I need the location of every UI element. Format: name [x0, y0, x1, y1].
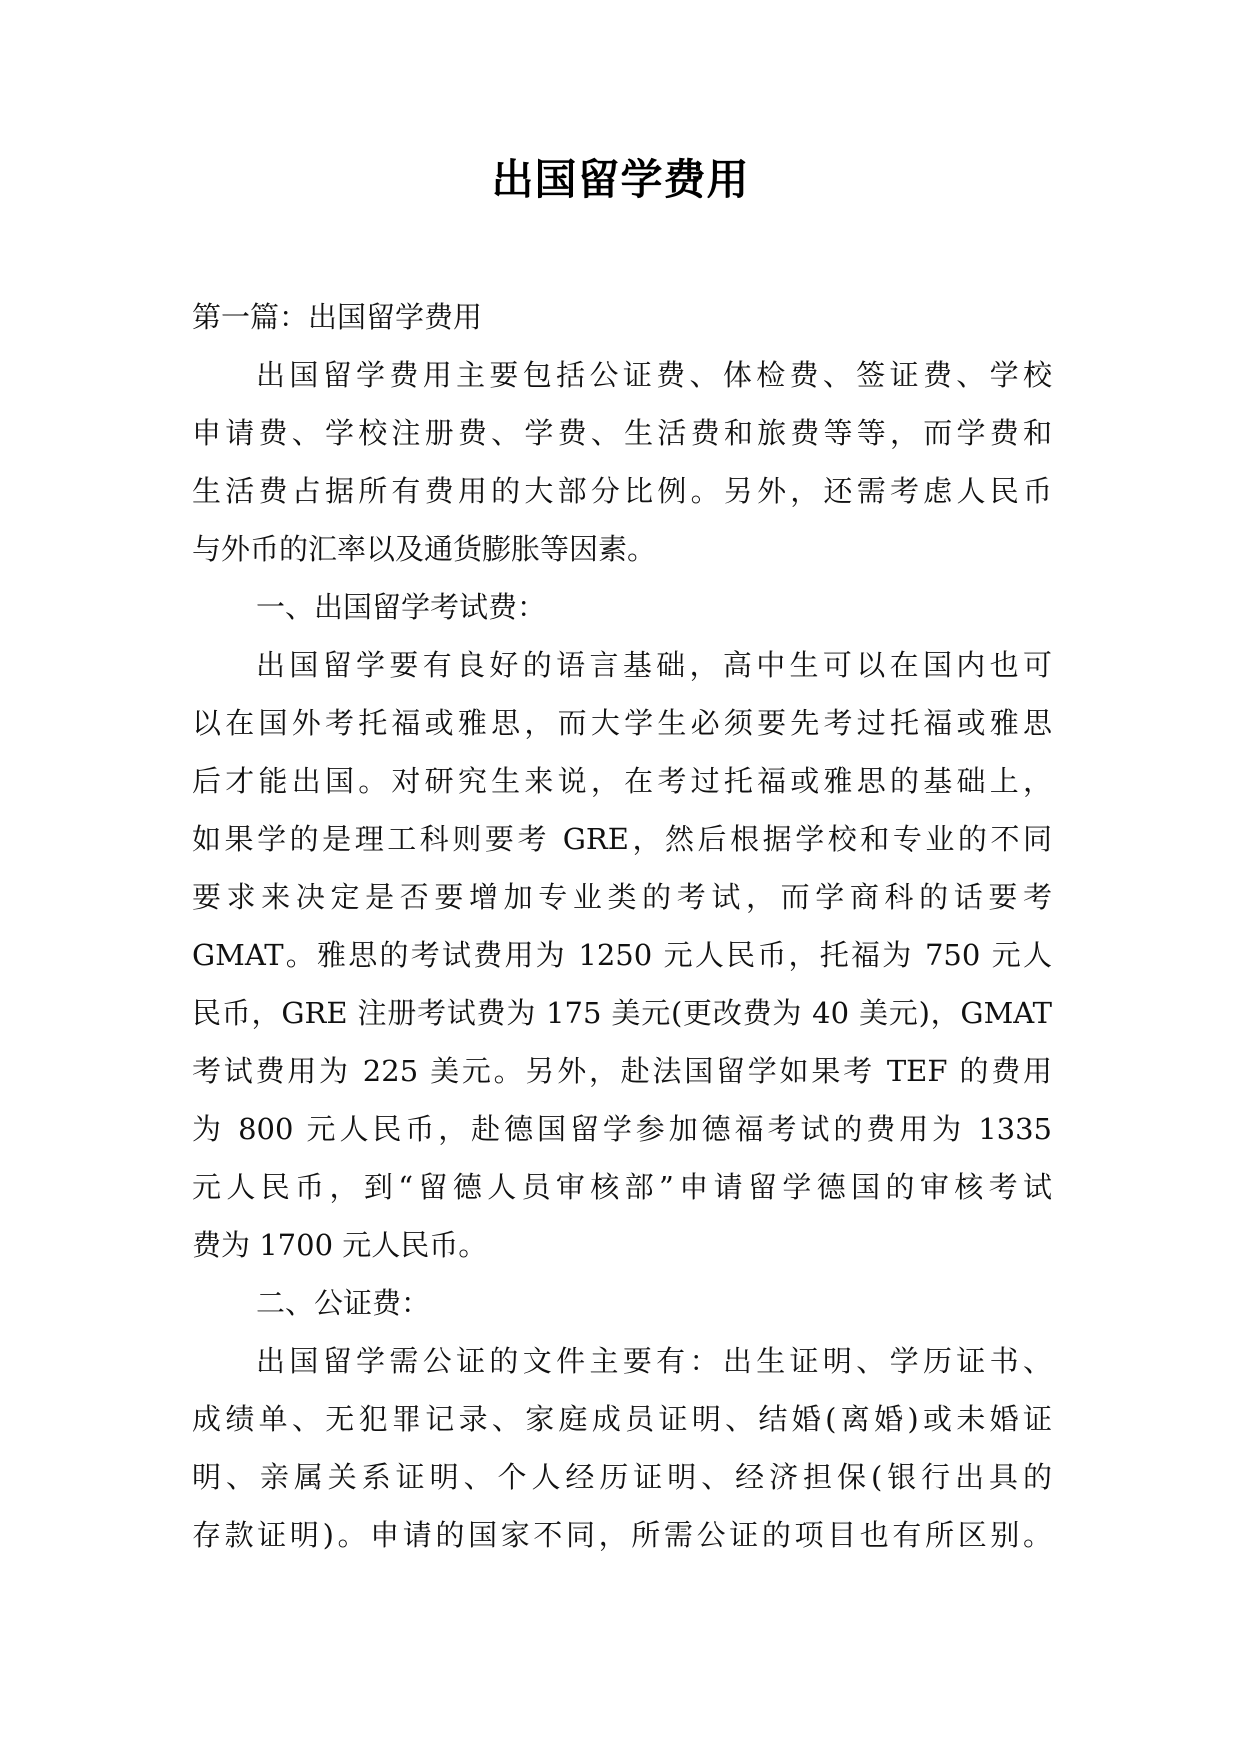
paragraph-line: 生活费占据所有费用的大部分比例。另外，还需考虑人民币	[192, 474, 1052, 508]
subsection-heading: 一、出国留学考试费：	[256, 590, 547, 624]
subsection-heading: 二、公证费：	[256, 1286, 431, 1320]
paragraph-line: 后才能出国。对研究生来说，在考过托福或雅思的基础上，	[192, 764, 1052, 798]
paragraph-line: 明、亲属关系证明、个人经历证明、经济担保(银行出具的	[192, 1460, 1052, 1494]
paragraph-line: 以在国外考托福或雅思，而大学生必须要先考过托福或雅思	[192, 706, 1052, 740]
section-heading: 第一篇：出国留学费用	[192, 300, 483, 334]
paragraph-line: 存款证明)。申请的国家不同，所需公证的项目也有所区别。	[192, 1518, 1052, 1552]
paragraph-line: 民币，GRE 注册考试费为 175 美元(更改费为 40 美元)，GMAT	[192, 996, 1052, 1030]
paragraph-line: 成绩单、无犯罪记录、家庭成员证明、结婚(离婚)或未婚证	[192, 1402, 1052, 1436]
paragraph-line: 元人民币，到“留德人员审核部”申请留学德国的审核考试	[192, 1170, 1052, 1204]
paragraph-line: 与外币的汇率以及通货膨胀等因素。	[192, 532, 657, 566]
document-title: 出国留学费用	[491, 155, 750, 204]
paragraph-line: 考试费用为 225 美元。另外，赴法国留学如果考 TEF 的费用	[192, 1054, 1052, 1088]
paragraph-line: 出国留学费用主要包括公证费、体检费、签证费、学校	[256, 358, 1052, 392]
paragraph-line: 如果学的是理工科则要考 GRE，然后根据学校和专业的不同	[192, 822, 1052, 856]
paragraph-line: 费为 1700 元人民币。	[192, 1228, 488, 1262]
paragraph-line: 出国留学需公证的文件主要有：出生证明、学历证书、	[256, 1344, 1052, 1378]
paragraph-line: 申请费、学校注册费、学费、生活费和旅费等等，而学费和	[192, 416, 1052, 450]
paragraph-line: GMAT。雅思的考试费用为 1250 元人民币，托福为 750 元人	[192, 938, 1052, 972]
paragraph-line: 出国留学要有良好的语言基础，高中生可以在国内也可	[256, 648, 1052, 682]
paragraph-line: 为 800 元人民币，赴德国留学参加德福考试的费用为 1335	[192, 1112, 1052, 1146]
paragraph-line: 要求来决定是否要增加专业类的考试，而学商科的话要考	[192, 880, 1052, 914]
